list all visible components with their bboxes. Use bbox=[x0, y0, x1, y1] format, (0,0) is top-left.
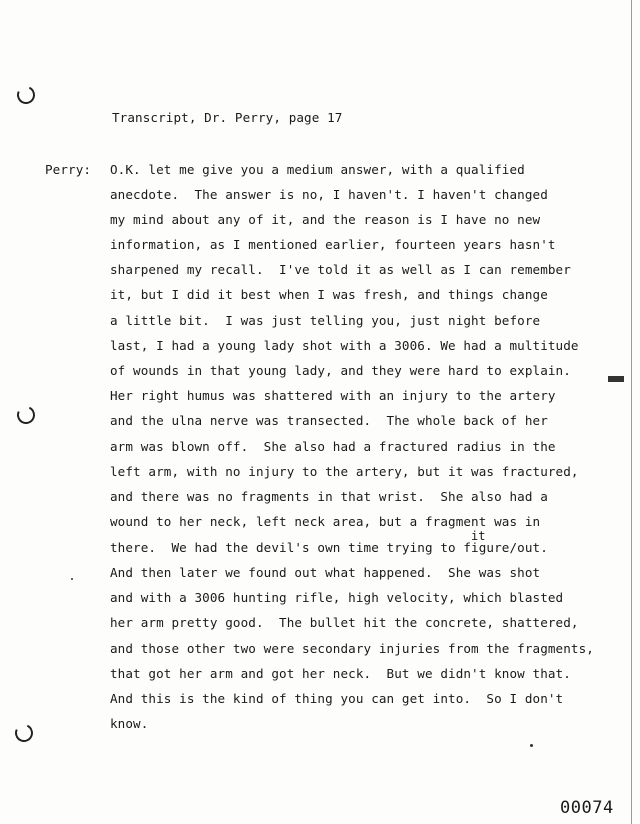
transcript-line: it, but I did it best when I was fresh, and things change bbox=[110, 287, 548, 302]
transcript-line: information, as I mentioned earlier, fourteen years hasn't bbox=[110, 237, 556, 252]
speck bbox=[71, 578, 73, 580]
transcript-line: and there was no fragments in that wrist. She also had a bbox=[110, 489, 548, 504]
transcript-line: a little bit. I was just telling you, just night before bbox=[110, 313, 541, 328]
transcript-line: and with a 3006 hunting rifle, high velocity, which blasted bbox=[110, 590, 564, 605]
transcript-line: left arm, with no injury to the artery, but it was fractured, bbox=[110, 464, 579, 479]
transcript-line: Her right humus was shattered with an injury to the artery bbox=[110, 388, 556, 403]
transcript-line: And then later we found out what happened. She was shot bbox=[110, 565, 541, 580]
binder-hole-icon bbox=[12, 721, 35, 744]
transcript-line: wound to her neck, left neck area, but a fragment was in bbox=[110, 514, 541, 529]
speaker-label: Perry: bbox=[45, 162, 92, 177]
page-edge-line bbox=[631, 0, 632, 824]
transcript-line: And this is the kind of thing you can get into. So I don't bbox=[110, 691, 564, 706]
transcript-line: her arm pretty good. The bullet hit the concrete, shattered, bbox=[110, 615, 579, 630]
transcript-line: of wounds in that young lady, and they were hard to explain. bbox=[110, 363, 571, 378]
transcript-line: and those other two were secondary injuries from the fragments, bbox=[110, 641, 594, 656]
binder-hole-icon bbox=[14, 403, 37, 426]
transcript-line: that got her arm and got her neck. But we didn't know that. bbox=[110, 666, 571, 681]
transcript-line: anecdote. The answer is no, I haven't. I haven't changed bbox=[110, 187, 548, 202]
transcript-line: and the ulna nerve was transected. The whole back of her bbox=[110, 413, 548, 428]
transcript-line: know. bbox=[110, 716, 149, 731]
transcript-line: sharpened my recall. I've told it as well as I can remember bbox=[110, 262, 571, 277]
handwritten-insertion: it bbox=[471, 529, 486, 543]
binder-hole-icon bbox=[14, 83, 37, 106]
speck bbox=[530, 744, 533, 747]
page-title: Transcript, Dr. Perry, page 17 bbox=[112, 110, 343, 125]
transcript-line: O.K. let me give you a medium answer, with a qualified bbox=[110, 162, 525, 177]
transcript-line: last, I had a young lady shot with a 3006. We had a multitude bbox=[110, 338, 579, 353]
transcript-line: arm was blown off. She also had a fractured radius in the bbox=[110, 439, 556, 454]
edge-mark bbox=[608, 376, 624, 382]
document-control-number: 00074 bbox=[560, 798, 614, 818]
transcript-line: my mind about any of it, and the reason is I have no new bbox=[110, 212, 541, 227]
transcript-line: there. We had the devil's own time trying to figure/out. bbox=[110, 540, 548, 555]
